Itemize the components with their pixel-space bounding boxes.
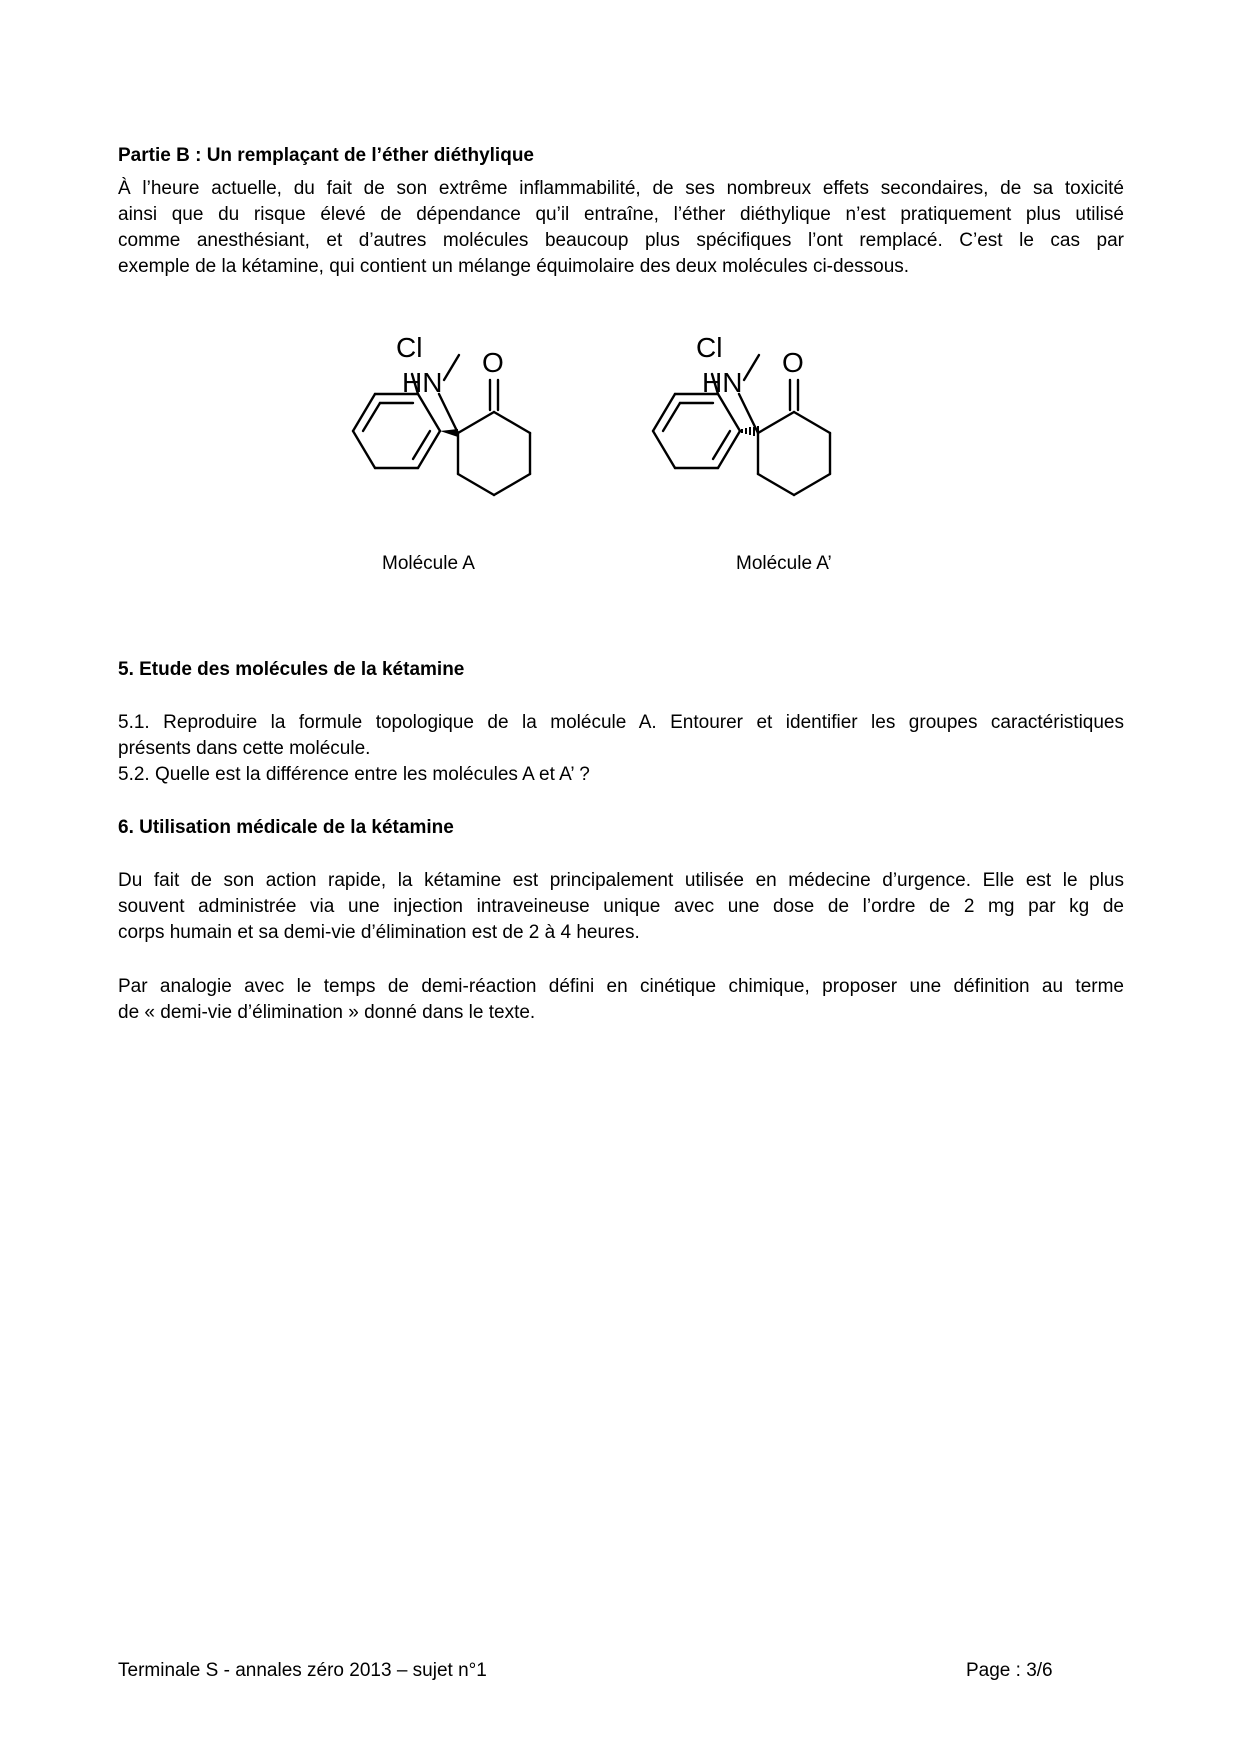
amine-label: HN	[402, 367, 443, 398]
question-line: 5.1. Reproduire la formule topologique de la molécule A. Entourer et identifier les groupes caractéristiques	[118, 712, 1124, 733]
molecule-a-prime-structure	[618, 330, 878, 530]
molecule-a-prime-caption: Molécule A’	[736, 553, 832, 574]
molecule-a-caption: Molécule A	[382, 553, 475, 574]
paragraph-line: Par analogie avec le temps de demi-réaction défini en cinétique chimique, proposer une définition au terme	[118, 976, 1124, 997]
amine-label: HN	[702, 367, 743, 398]
molecule-a-structure	[318, 330, 578, 530]
section-5-question-2	[118, 762, 1124, 788]
chlorine-label: Cl	[396, 332, 423, 363]
intro-line: À l’heure actuelle, du fait de son extrême inflammabilité, de ses nombreux effets secondaires, de sa toxicité	[118, 178, 1124, 199]
section-5-title: 5. Etude des molécules de la kétamine	[118, 659, 465, 680]
footer-page-number: Page : 3/6	[966, 1660, 1053, 1681]
section-6-paragraph-1	[118, 868, 1124, 946]
oxygen-label: O	[782, 347, 804, 378]
paragraph-line: Du fait de son action rapide, la kétamine est principalement utilisée en médecine d’urgence. Elle est le plus	[118, 870, 1124, 891]
oxygen-label: O	[482, 347, 504, 378]
section-6-title: 6. Utilisation médicale de la kétamine	[118, 817, 454, 838]
part-b-title: Partie B : Un remplaçant de l’éther diéthylique	[118, 145, 534, 166]
section-6-paragraph-2	[118, 974, 1124, 1026]
paragraph-line: corps humain et sa demi-vie d’élimination est de 2 à 4 heures.	[118, 922, 640, 943]
question-line: 5.2. Quelle est la différence entre les molécules A et A’ ?	[118, 764, 590, 785]
paragraph-line: souvent administrée via une injection intraveineuse unique avec une dose de l’ordre de 2 mg par kg de	[118, 896, 1124, 917]
intro-line: comme anesthésiant, et d’autres molécules beaucoup plus spécifiques l’ont remplacé. C’est le cas par	[118, 230, 1124, 251]
intro-line: exemple de la kétamine, qui contient un mélange équimolaire des deux molécules ci-dessous.	[118, 256, 910, 277]
paragraph-line: de « demi-vie d’élimination » donné dans le texte.	[118, 1002, 536, 1023]
intro-line: ainsi que du risque élevé de dépendance qu’il entraîne, l’éther diéthylique n’est pratiquement plus utilisé	[118, 204, 1124, 225]
footer-left: Terminale S - annales zéro 2013 – sujet n°1	[118, 1660, 487, 1681]
chlorine-label: Cl	[696, 332, 723, 363]
question-line: présents dans cette molécule.	[118, 738, 371, 759]
section-5-question-1	[118, 710, 1124, 762]
part-b-intro	[118, 176, 1124, 280]
